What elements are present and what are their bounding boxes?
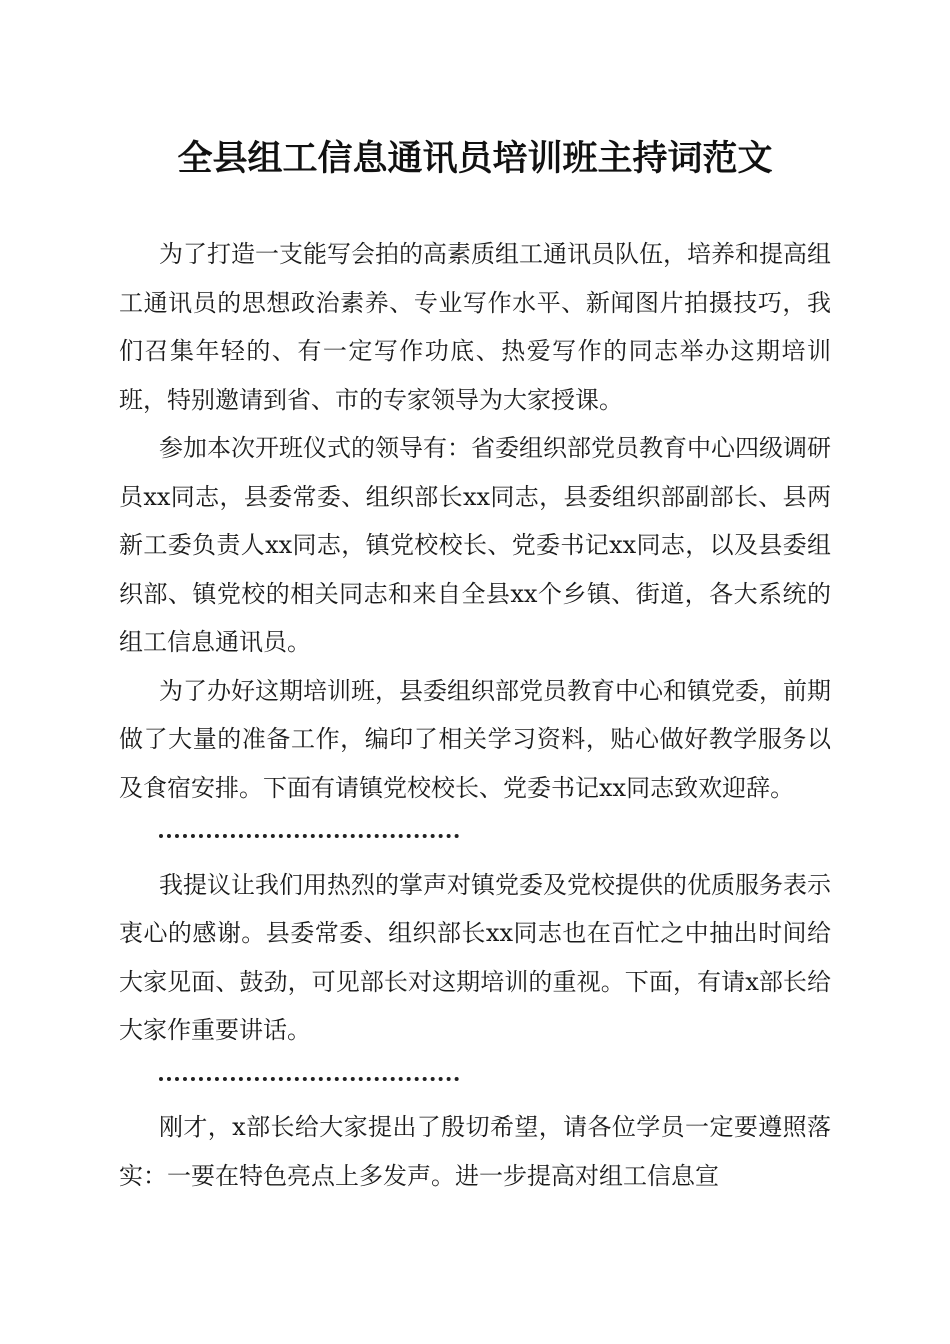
paragraph-intro: 为了打造一支能写会拍的高素质组工通讯员队伍，培养和提高组工通讯员的思想政治素养、专业写作水平、新闻图片拍摄技巧，我们召集年轻的、有一定写作功底、热爱写作的同志举办这期培训班，特别邀请到省、市的专家领导为大家授课。 (119, 240, 831, 414)
paragraph-preparation: 为了办好这期培训班，县委组织部党员教育中心和镇党委，前期做了大量的准备工作，编印了相关学习资料，贴心做好教学服务以及食宿安排。下面有请镇党校校长、党委书记xx同志致欢迎辞。 (119, 676, 831, 802)
ellipsis-separator (119, 1055, 831, 1104)
dotted-line (159, 1077, 459, 1081)
paragraph-attendees: 参加本次开班仪式的领导有：省委组织部党员教育中心四级调研员xx同志，县委常委、组织部长xx同志，县委组织部副部长、县两新工委负责人xx同志，镇党校校长、党委书记xx同志，以及县委组织部、镇党校的相关同志和来自全县xx个乡镇、街道，各大系统的组工信息通讯员。 (119, 434, 831, 656)
paragraph-requirements: 刚才，x部长给大家提出了殷切希望，请各位学员一定要遵照落实：一要在特色亮点上多发声。进一步提高对组工信息宣 (119, 1113, 831, 1190)
document-title: 全县组工信息通讯员培训班主持词范文 (177, 138, 773, 179)
document-body (119, 230, 831, 1200)
ellipsis-separator (119, 812, 831, 861)
dotted-line (159, 834, 459, 838)
paragraph-thanks: 我提议让我们用热烈的掌声对镇党委及党校提供的优质服务表示衷心的感谢。县委常委、组织部长xx同志也在百忙之中抽出时间给大家见面、鼓劲，可见部长对这期培训的重视。下面，有请x部长给大家作重要讲话。 (119, 870, 831, 1044)
